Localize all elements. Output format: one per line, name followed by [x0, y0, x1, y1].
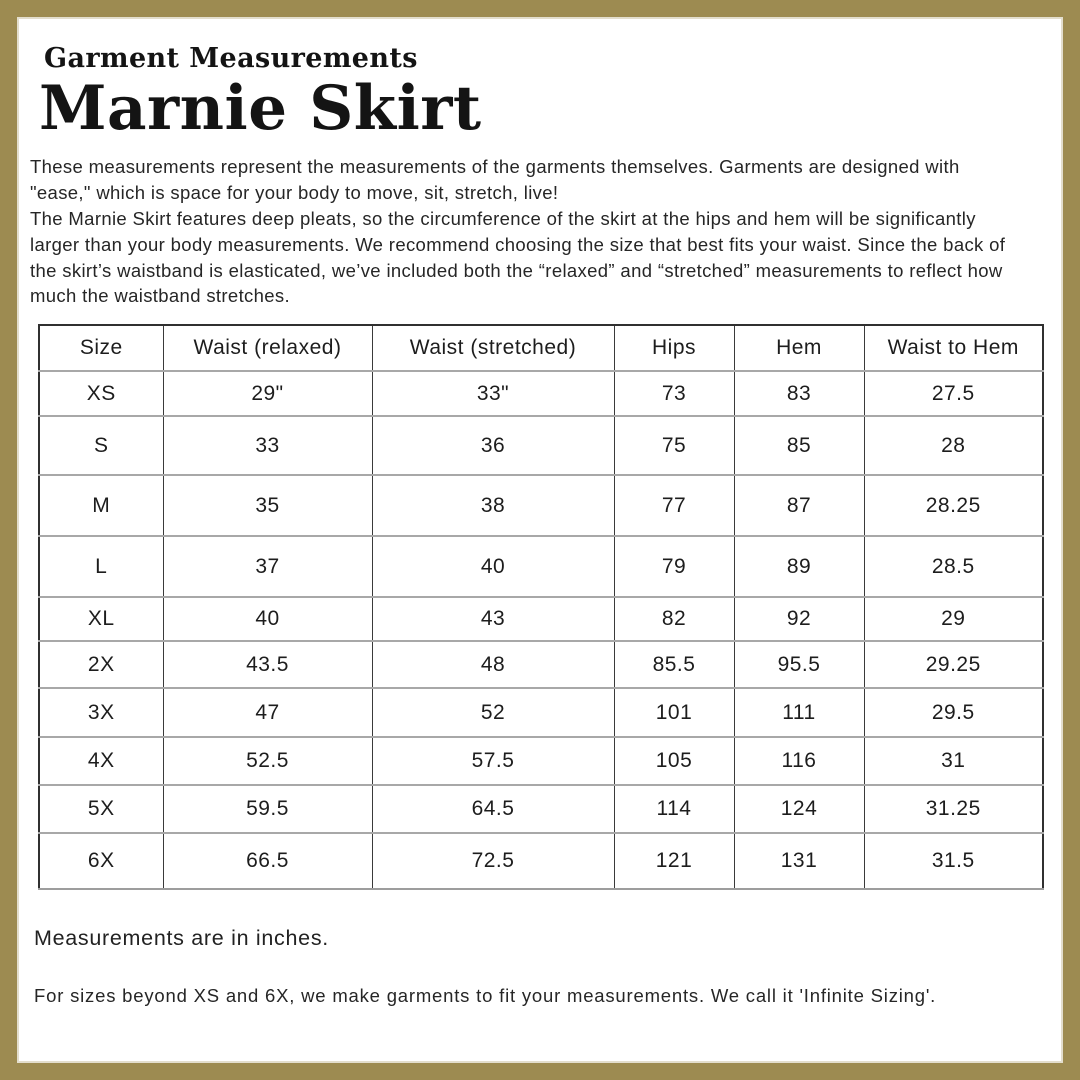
table-cell: 52.5 — [163, 737, 372, 785]
table-cell: 89 — [734, 536, 864, 597]
table-cell: 43 — [372, 597, 614, 641]
table-row-xl — [39, 597, 1043, 641]
table-cell: 29.25 — [864, 641, 1043, 688]
table-cell: 40 — [163, 597, 372, 641]
table-cell: 101 — [614, 688, 734, 737]
table-cell: 47 — [163, 688, 372, 737]
table-cell: 31 — [864, 737, 1043, 785]
table-cell: 29.5 — [864, 688, 1043, 737]
table-cell: 111 — [734, 688, 864, 737]
table-cell: 2X — [39, 641, 163, 688]
column-header-hips: Hips — [614, 325, 734, 371]
table-cell: 75 — [614, 416, 734, 475]
table-cell: 59.5 — [163, 785, 372, 833]
table-cell: 3X — [39, 688, 163, 737]
table-cell: 5X — [39, 785, 163, 833]
table-cell: 33 — [163, 416, 372, 475]
measurements-table — [38, 324, 1044, 890]
table-row-m — [39, 475, 1043, 536]
table-cell: 33" — [372, 371, 614, 416]
table-cell: 114 — [614, 785, 734, 833]
table-row-xs — [39, 371, 1043, 416]
table-row-2x — [39, 641, 1043, 688]
table-cell: 79 — [614, 536, 734, 597]
table-cell: 48 — [372, 641, 614, 688]
column-header-hem: Hem — [734, 325, 864, 371]
table-cell: 73 — [614, 371, 734, 416]
column-header-waist-relaxed: Waist (relaxed) — [163, 325, 372, 371]
table-cell: S — [39, 416, 163, 475]
section-label: Garment Measurements — [44, 43, 418, 74]
table-cell: 6X — [39, 833, 163, 889]
table-cell: 35 — [163, 475, 372, 536]
table-cell: 131 — [734, 833, 864, 889]
table-cell: 105 — [614, 737, 734, 785]
table-cell: 31.5 — [864, 833, 1043, 889]
table-cell: 29 — [864, 597, 1043, 641]
table-cell: 116 — [734, 737, 864, 785]
table-cell: 43.5 — [163, 641, 372, 688]
table-cell: 124 — [734, 785, 864, 833]
table-cell: 52 — [372, 688, 614, 737]
table-cell: 37 — [163, 536, 372, 597]
column-header-size: Size — [79, 336, 123, 360]
table-header — [39, 325, 1043, 371]
table-cell: 83 — [734, 371, 864, 416]
table-cell: 27.5 — [864, 371, 1043, 416]
product-title: Marnie Skirt — [39, 73, 482, 145]
table-cell: 28.5 — [864, 536, 1043, 597]
table-cell: 72.5 — [372, 833, 614, 889]
table-cell: 92 — [734, 597, 864, 641]
table-row-3x — [39, 688, 1043, 737]
table-cell: XS — [39, 371, 163, 416]
table-cell: 4X — [39, 737, 163, 785]
table-cell: 95.5 — [734, 641, 864, 688]
table-header-row — [39, 325, 1043, 371]
table-cell: 28 — [864, 416, 1043, 475]
table-row-s — [39, 416, 1043, 475]
table-cell: 31.25 — [864, 785, 1043, 833]
table-cell: 57.5 — [372, 737, 614, 785]
table-row-6x — [39, 833, 1043, 889]
measurements-card — [19, 19, 1061, 1061]
table-cell: 38 — [372, 475, 614, 536]
note-units: Measurements are in inches. — [34, 926, 329, 951]
table-row-4x — [39, 737, 1043, 785]
table-cell: 66.5 — [163, 833, 372, 889]
table-cell: 36 — [372, 416, 614, 475]
intro-paragraph-pleats: The Marnie Skirt features deep pleats, so the circumference of the skirt at the hips and hem will be significantly larger than your body measurements. We recommend choosing the size that best fits your waist. Since the back of the skirt’s waistband is elasticated, we’ve included both the “relaxed” and “stretched” measurements to reflect how much the waistband stretches. — [30, 208, 1006, 307]
intro-paragraph-ease: These measurements represent the measurements of the garments themselves. Garments are designed with "ease," which is space for your body to move, sit, stretch, live! — [30, 156, 960, 204]
table-row-5x — [39, 785, 1043, 833]
table-cell: M — [39, 475, 163, 536]
table-cell: L — [39, 536, 163, 597]
intro-text — [30, 154, 1018, 309]
column-header-waist-to-hem: Waist to Hem — [864, 325, 1043, 371]
table-cell: 121 — [614, 833, 734, 889]
table-cell: XL — [39, 597, 163, 641]
table-cell: 28.25 — [864, 475, 1043, 536]
table-cell: 87 — [734, 475, 864, 536]
table-cell: 64.5 — [372, 785, 614, 833]
table-cell: 40 — [372, 536, 614, 597]
table-row-l — [39, 536, 1043, 597]
table-cell: 82 — [614, 597, 734, 641]
column-header-waist-stretched: Waist (stretched) — [372, 325, 614, 371]
table-cell: 85 — [734, 416, 864, 475]
table-cell: 29" — [163, 371, 372, 416]
note-infinite-sizing: For sizes beyond XS and 6X, we make garments to fit your measurements. We call it 'Infinite Sizing'. — [34, 985, 937, 1007]
table-cell: 77 — [614, 475, 734, 536]
table-body — [39, 371, 1043, 889]
table-cell: 85.5 — [614, 641, 734, 688]
